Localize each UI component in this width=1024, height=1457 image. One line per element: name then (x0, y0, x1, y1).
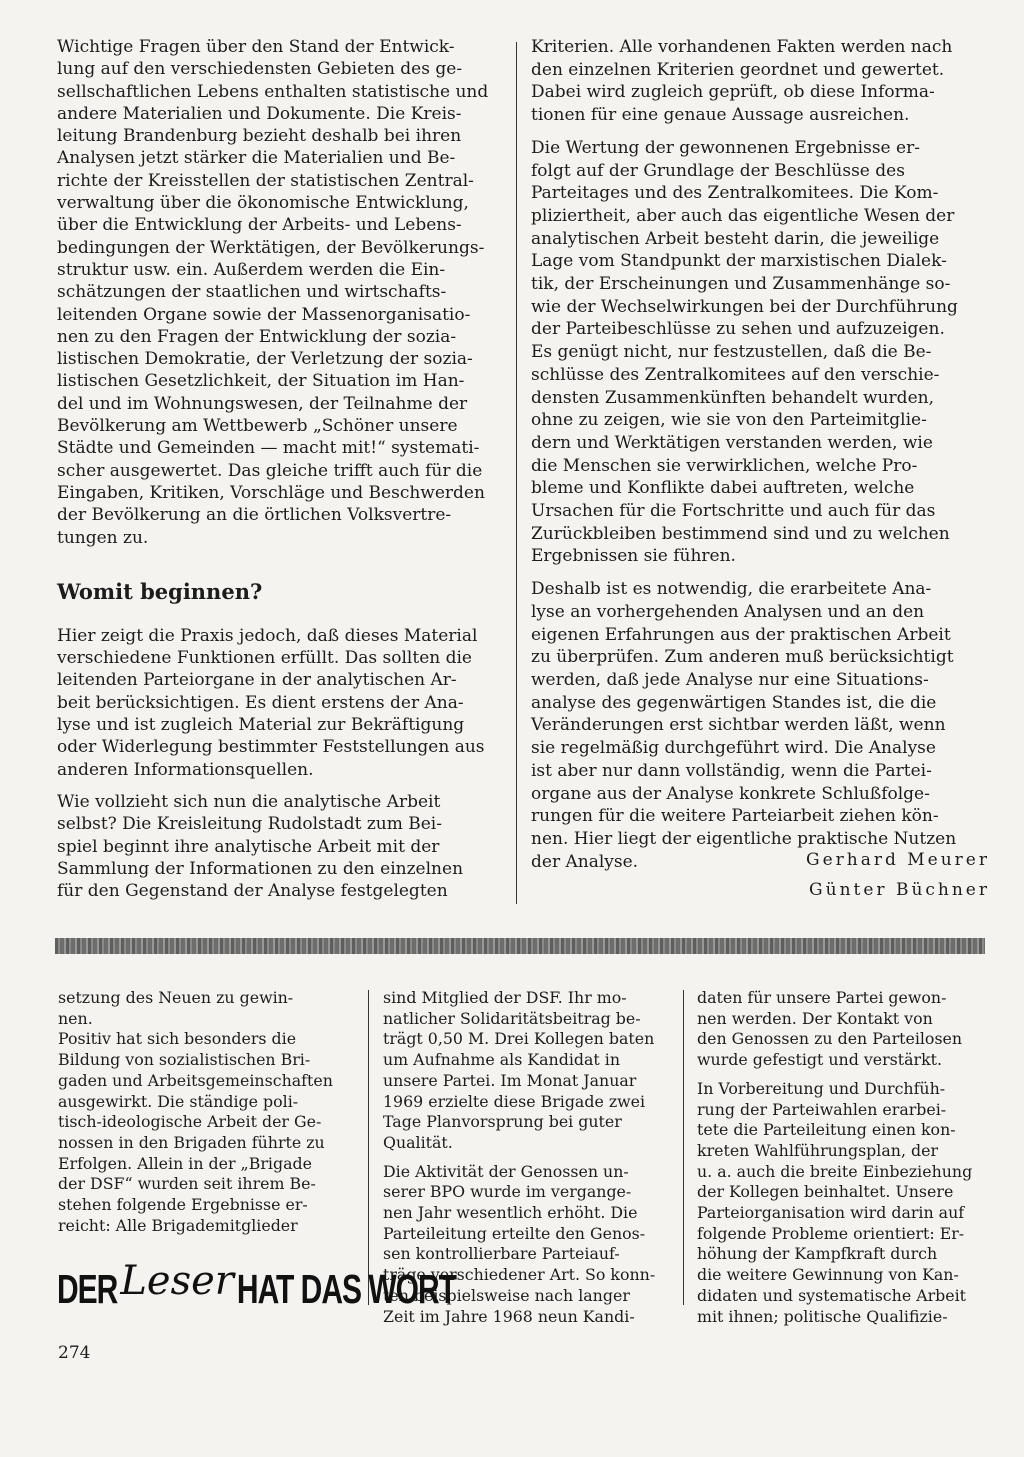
paragraph: Kriterien. Alle vorhandenen Fakten werden nach den einzelnen Kriterien geordnet und gewertet. Dabei wird zugleich geprüft, ob diese Informa- tionen für eine genaue Aussage ausreichen. (531, 37, 953, 126)
page-number: 274 (58, 1343, 91, 1363)
article-column-right (531, 36, 986, 873)
paragraph: daten für unsere Partei gewon- nen werden. Der Kontakt von den Genossen zu den Parteilosen wurde gefestigt und verstärkt. (697, 988, 963, 1070)
author-name: Gerhard Meurer (806, 850, 990, 870)
author-name: Günter Büchner (809, 880, 990, 900)
paragraph: Die Aktivität der Genossen un- serer BPO wurde im vergange- nen Jahr wesentlich erhöht. Die Parteileitung erteilte den Genos- sen kontrollierbare Parteiauf- träge verschiedener Art. So konn- ten beispielsweise nach langer Zeit im Jahre 1968 neun Kandi- (383, 1161, 656, 1326)
column-divider (516, 42, 517, 904)
author-signatures (760, 845, 990, 905)
paragraph: Die Wertung der gewonnenen Ergebnisse er- folgt auf der Grundlage der Beschlüsse des Parteitages und des Zentralkomitees. Die Kom- pliziertheit, aber auch das eigentliche Wesen der analytischen Arbeit besteht darin, die jeweilige Lage vom Standpunkt der marxistischen Dialek- tik, der Erscheinungen und Zusammenhänge so- wie der Wechselwirkungen bei der Durchführung der Parteibeschlüsse zu sehen und aufzuzeigen. Es genügt nicht, nur festzustellen, daß die Be- schlüsse des Zentralkomitees auf den verschie- densten Zusammenkünften behandelt wurden, ohne zu zeigen, wie sie von den Parteimitglie- dern und Werktätigen verstanden werden, wie die Menschen sie verwirklichen, welche Pro- bleme und Konflikte dabei auftreten, welche Ursachen für die Fortschritte und auch für das Zurückbleiben bestimmend sind und zu welchen Ergebnissen sie führen. (531, 137, 958, 567)
paragraph: setzung des Neuen zu gewin- nen. (58, 988, 294, 1028)
column-divider (683, 990, 684, 1305)
paragraph: In Vorbereitung und Durchfüh- rung der Parteiwahlen erarbei- tete die Parteileitung einen kon- kreten Wahlführungsplan, der u. a. auch die breite Einbeziehung der Kollegen beinhaltet. Unsere Parteiorganisation wird darin auf folgende Probleme orientiert: Er- höhung der Kampfkraft durch die weitere Gewinnung von Kan- didaten und systematische Arbeit mit ihnen; politische Qualifizie- (697, 1078, 973, 1326)
paragraph: Positiv hat sich besonders die Bildung von sozialistischen Bri- gaden und Arbeitsgemeinschaften ausgewirkt. Die ständige poli- tisch-ideologische Arbeit der Ge- nossen in den Brigaden führte zu Erfolgen. Allein in der „Brigade der DSF“ wurden seit ihrem Be- stehen folgende Ergebnisse er- reicht: Alle Brigademitglieder (58, 1029, 333, 1235)
paragraph: Hier zeigt die Praxis jedoch, daß dieses Material verschiedene Funktionen erfüllt. Das sollten die leitenden Parteiorgane in der analytischen Ar- beit berücksichtigen. Es dient erstens der Ana- lyse und ist zugleich Material zur Bekräftigung oder Widerlegung bestimmter Feststellungen aus anderen Informationsquellen. (57, 625, 485, 780)
logo-word: HAT DAS WORT (236, 1268, 456, 1313)
section-logo (57, 1258, 456, 1320)
section-separator-band (55, 938, 985, 954)
column-divider (368, 990, 369, 1305)
paragraph: Wichtige Fragen über den Stand der Entwick- lung auf den verschiedensten Gebieten des ge- sellschaftlichen Lebens enthalten statistische und andere Materialien und Dokumente. Die Kreis- leitung Brandenburg bezieht deshalb bei ihren Analysen jetzt stärker die Materialien und Be- richte der Kreisstellen der statistischen Zentral- verwaltung über die ökonomische Entwicklung, über die Entwicklung der Arbeits- und Lebens- bedingungen der Werktätigen, der Bevölkerungs- struktur usw. ein. Außerdem werden die Ein- schätzungen der staatlichen und wirtschafts- leitenden Organe sowie der Massenorganisatio- nen zu den Fragen der Entwicklung der sozia- listischen Demokratie, der Verletzung der sozia- listischen Gesetzlichkeit, der Situation im Han- del und im Wohnungswesen, der Teilnahme der Bevölkerung am Wettbewerb „Schöner unsere Städte und Gemeinden — macht mit!“ systemati- scher ausgewertet. Das gleiche trifft auch für die Eingaben, Kritiken, Vorschläge und Beschwerden der Bevölkerung an die örtlichen Volksvertre- tungen zu. (57, 37, 489, 548)
section-heading: Womit beginnen? (57, 578, 263, 604)
logo-word: DER (57, 1268, 118, 1313)
article-column-left (57, 36, 504, 902)
letter-column-1 (58, 988, 349, 1236)
logo-script-word: Leser (120, 1258, 234, 1304)
paragraph: Deshalb ist es notwendig, die erarbeitete Ana- lyse an vorhergehenden Analysen und an den eigenen Erfahrungen aus der praktischen Arbeit zu überprüfen. Zum anderen muß berücksichtigt werden, daß jede Analyse nur eine Situations- analyse des gegenwärtigen Standes ist, die die Veränderungen erst sichtbar werden läßt, wenn sie regelmäßig durchgeführt wird. Die Analyse ist aber nur dann vollständig, wenn die Partei- organe aus der Analyse konkrete Schlußfolge- rungen für die weitere Parteiarbeit ziehen kön- nen. Hier liegt der eigentliche praktische Nutzen der Analyse. (531, 579, 957, 872)
paragraph: Wie vollzieht sich nun die analytische Arbeit selbst? Die Kreisleitung Rudolstadt zum Bei- spiel beginnt ihre analytische Arbeit mit der Sammlung der Informationen zu den einzelnen für den Gegenstand der Analyse festgelegten (57, 791, 464, 902)
paragraph: sind Mitglied der DSF. Ihr mo- natlicher Solidaritätsbeitrag be- trägt 0,50 M. Drei Kollegen baten um Aufnahme als Kandidat in unsere Partei. Im Monat Januar 1969 erzielte diese Brigade zwei Tage Planvorsprung bei guter Qualität. (383, 988, 655, 1152)
letter-column-3 (697, 988, 988, 1327)
